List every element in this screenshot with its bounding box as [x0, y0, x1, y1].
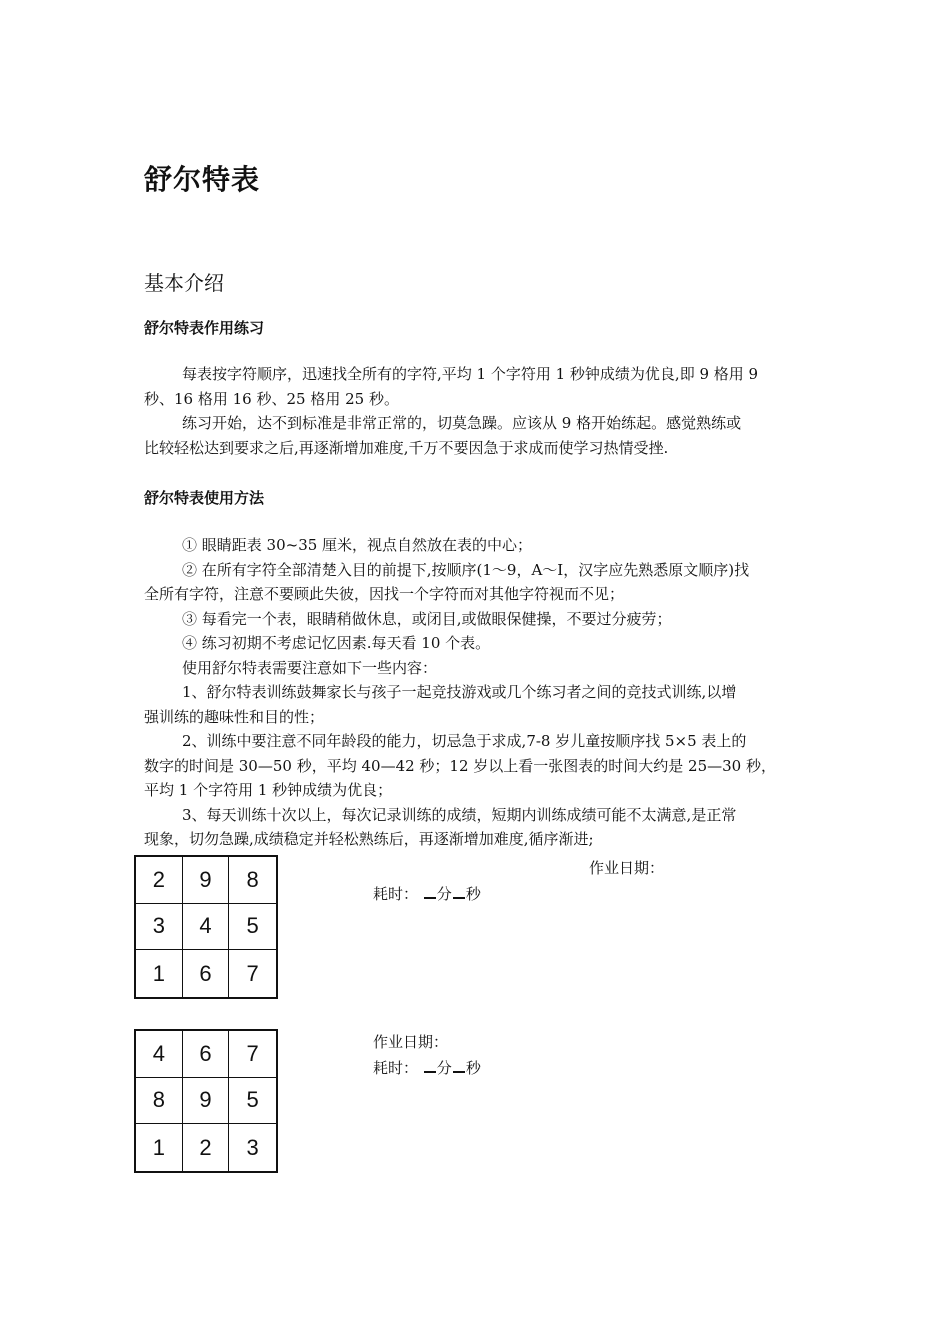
paragraph-line: 秒、16 格用 16 秒、25 格用 25 秒。 [144, 389, 399, 408]
grid-cell: 4 [183, 904, 230, 951]
elapsed-time-field [373, 883, 481, 904]
grid-cell: 9 [183, 857, 230, 904]
seconds-label: 秒 [465, 1059, 481, 1077]
seconds-blank [453, 883, 465, 899]
minutes-blank [424, 1057, 436, 1073]
paragraph-line: 每表按字符顺序，迅速找全所有的字符,平均 1 个字符用 1 秒钟成绩为优良,即 9 格用 9 [182, 365, 759, 383]
paragraph-line: ① 眼睛距表 30~35 厘米，视点自然放在表的中心； [182, 536, 533, 554]
grid-cell: 1 [136, 1124, 183, 1171]
paragraph-line: 数字的时间是 30—50 秒，平均 40—42 秒；12 岁以上看一张图表的时间大约是 25—30 秒， [144, 756, 776, 775]
purpose-paragraphs [144, 362, 814, 460]
grid-cell: 5 [229, 1078, 276, 1125]
paragraph-line: 1、舒尔特表训练鼓舞家长与孩子一起竞技游戏或几个练习者之间的竞技式训练,以增 [182, 683, 737, 701]
paragraph-line: 2、训练中要注意不同年龄段的能力，切忌急于求成,7-8 岁儿童按顺序找 5×5 表上的 [182, 732, 747, 750]
paragraph-line: 使用舒尔特表需要注意如下一些内容： [182, 658, 438, 677]
paragraph-line: 练习开始，达不到标准是非常正常的，切莫急躁。应该从 9 格开始练起。感觉熟练或 [182, 414, 742, 432]
grid-cell: 6 [183, 950, 230, 997]
paragraph-line: 全所有字符，注意不要顾此失彼，因找一个字符而对其他字符视而不见； [144, 585, 625, 603]
minutes-label: 分 [436, 1059, 452, 1077]
paragraph-line: ③ 每看完一个表，眼睛稍做休息，或闭目,或做眼保健操，不要过分疲劳； [182, 609, 672, 628]
grid-cell: 3 [246, 1134, 259, 1160]
minutes-blank [424, 883, 436, 899]
grid-cell: 8 [229, 857, 276, 904]
grid-cell: 2 [136, 857, 183, 904]
seconds-blank [453, 1057, 465, 1073]
elapsed-time-label: 耗时： [373, 1059, 419, 1077]
paragraph-line: 现象，切勿急躁,成绩稳定并轻松熟练后，再逐渐增加难度,循序渐进; [144, 830, 594, 848]
subsection-heading-purpose: 舒尔特表作用练习 [144, 319, 265, 337]
grid-cell: 6 [183, 1031, 230, 1078]
grid-cell: 2 [183, 1124, 230, 1171]
paragraph-line: 比较轻松达到要求之后,再逐渐增加难度,千万不要因急于求成而使学习热情受挫. [144, 438, 669, 457]
paragraph-line: 3、每天训练十次以上，每次记录训练的成绩，短期内训练成绩可能不太满意,是正常 [182, 805, 737, 824]
subsection-heading-method: 舒尔特表使用方法 [144, 489, 265, 507]
document-title: 舒尔特表 [144, 163, 261, 196]
grid-cell: 5 [229, 904, 276, 951]
grid-cell: 1 [136, 950, 183, 997]
seconds-label: 秒 [465, 885, 481, 903]
grid-cell: 4 [136, 1031, 183, 1078]
schulte-table-1 [134, 855, 278, 999]
grid-cell: 8 [136, 1078, 183, 1125]
minutes-label: 分 [436, 885, 452, 903]
schulte-table-2 [134, 1029, 278, 1173]
grid-cell: 9 [183, 1078, 230, 1125]
grid-cell: 7 [246, 960, 259, 986]
section-title: 基本介绍 [144, 271, 224, 295]
assignment-date-label: 作业日期： [589, 859, 665, 877]
paragraph-line: ④ 练习初期不考虑记忆因素.每天看 10 个表。 [182, 634, 491, 652]
elapsed-time-label: 耗时： [373, 885, 419, 903]
grid-cell: 7 [229, 1031, 276, 1078]
grid-cell: 3 [136, 904, 183, 951]
paragraph-line: 强训练的趣味性和目的性； [144, 707, 325, 726]
assignment-date-label: 作业日期： [373, 1033, 449, 1051]
method-paragraphs [144, 533, 814, 852]
paragraph-line: 平均 1 个字符用 1 秒钟成绩为优良； [144, 781, 393, 799]
elapsed-time-field [373, 1057, 481, 1078]
paragraph-line: ② 在所有字符全部清楚入目的前提下,按顺序(1～9，A～I，汉字应先熟悉原文顺序)找 [182, 560, 750, 579]
